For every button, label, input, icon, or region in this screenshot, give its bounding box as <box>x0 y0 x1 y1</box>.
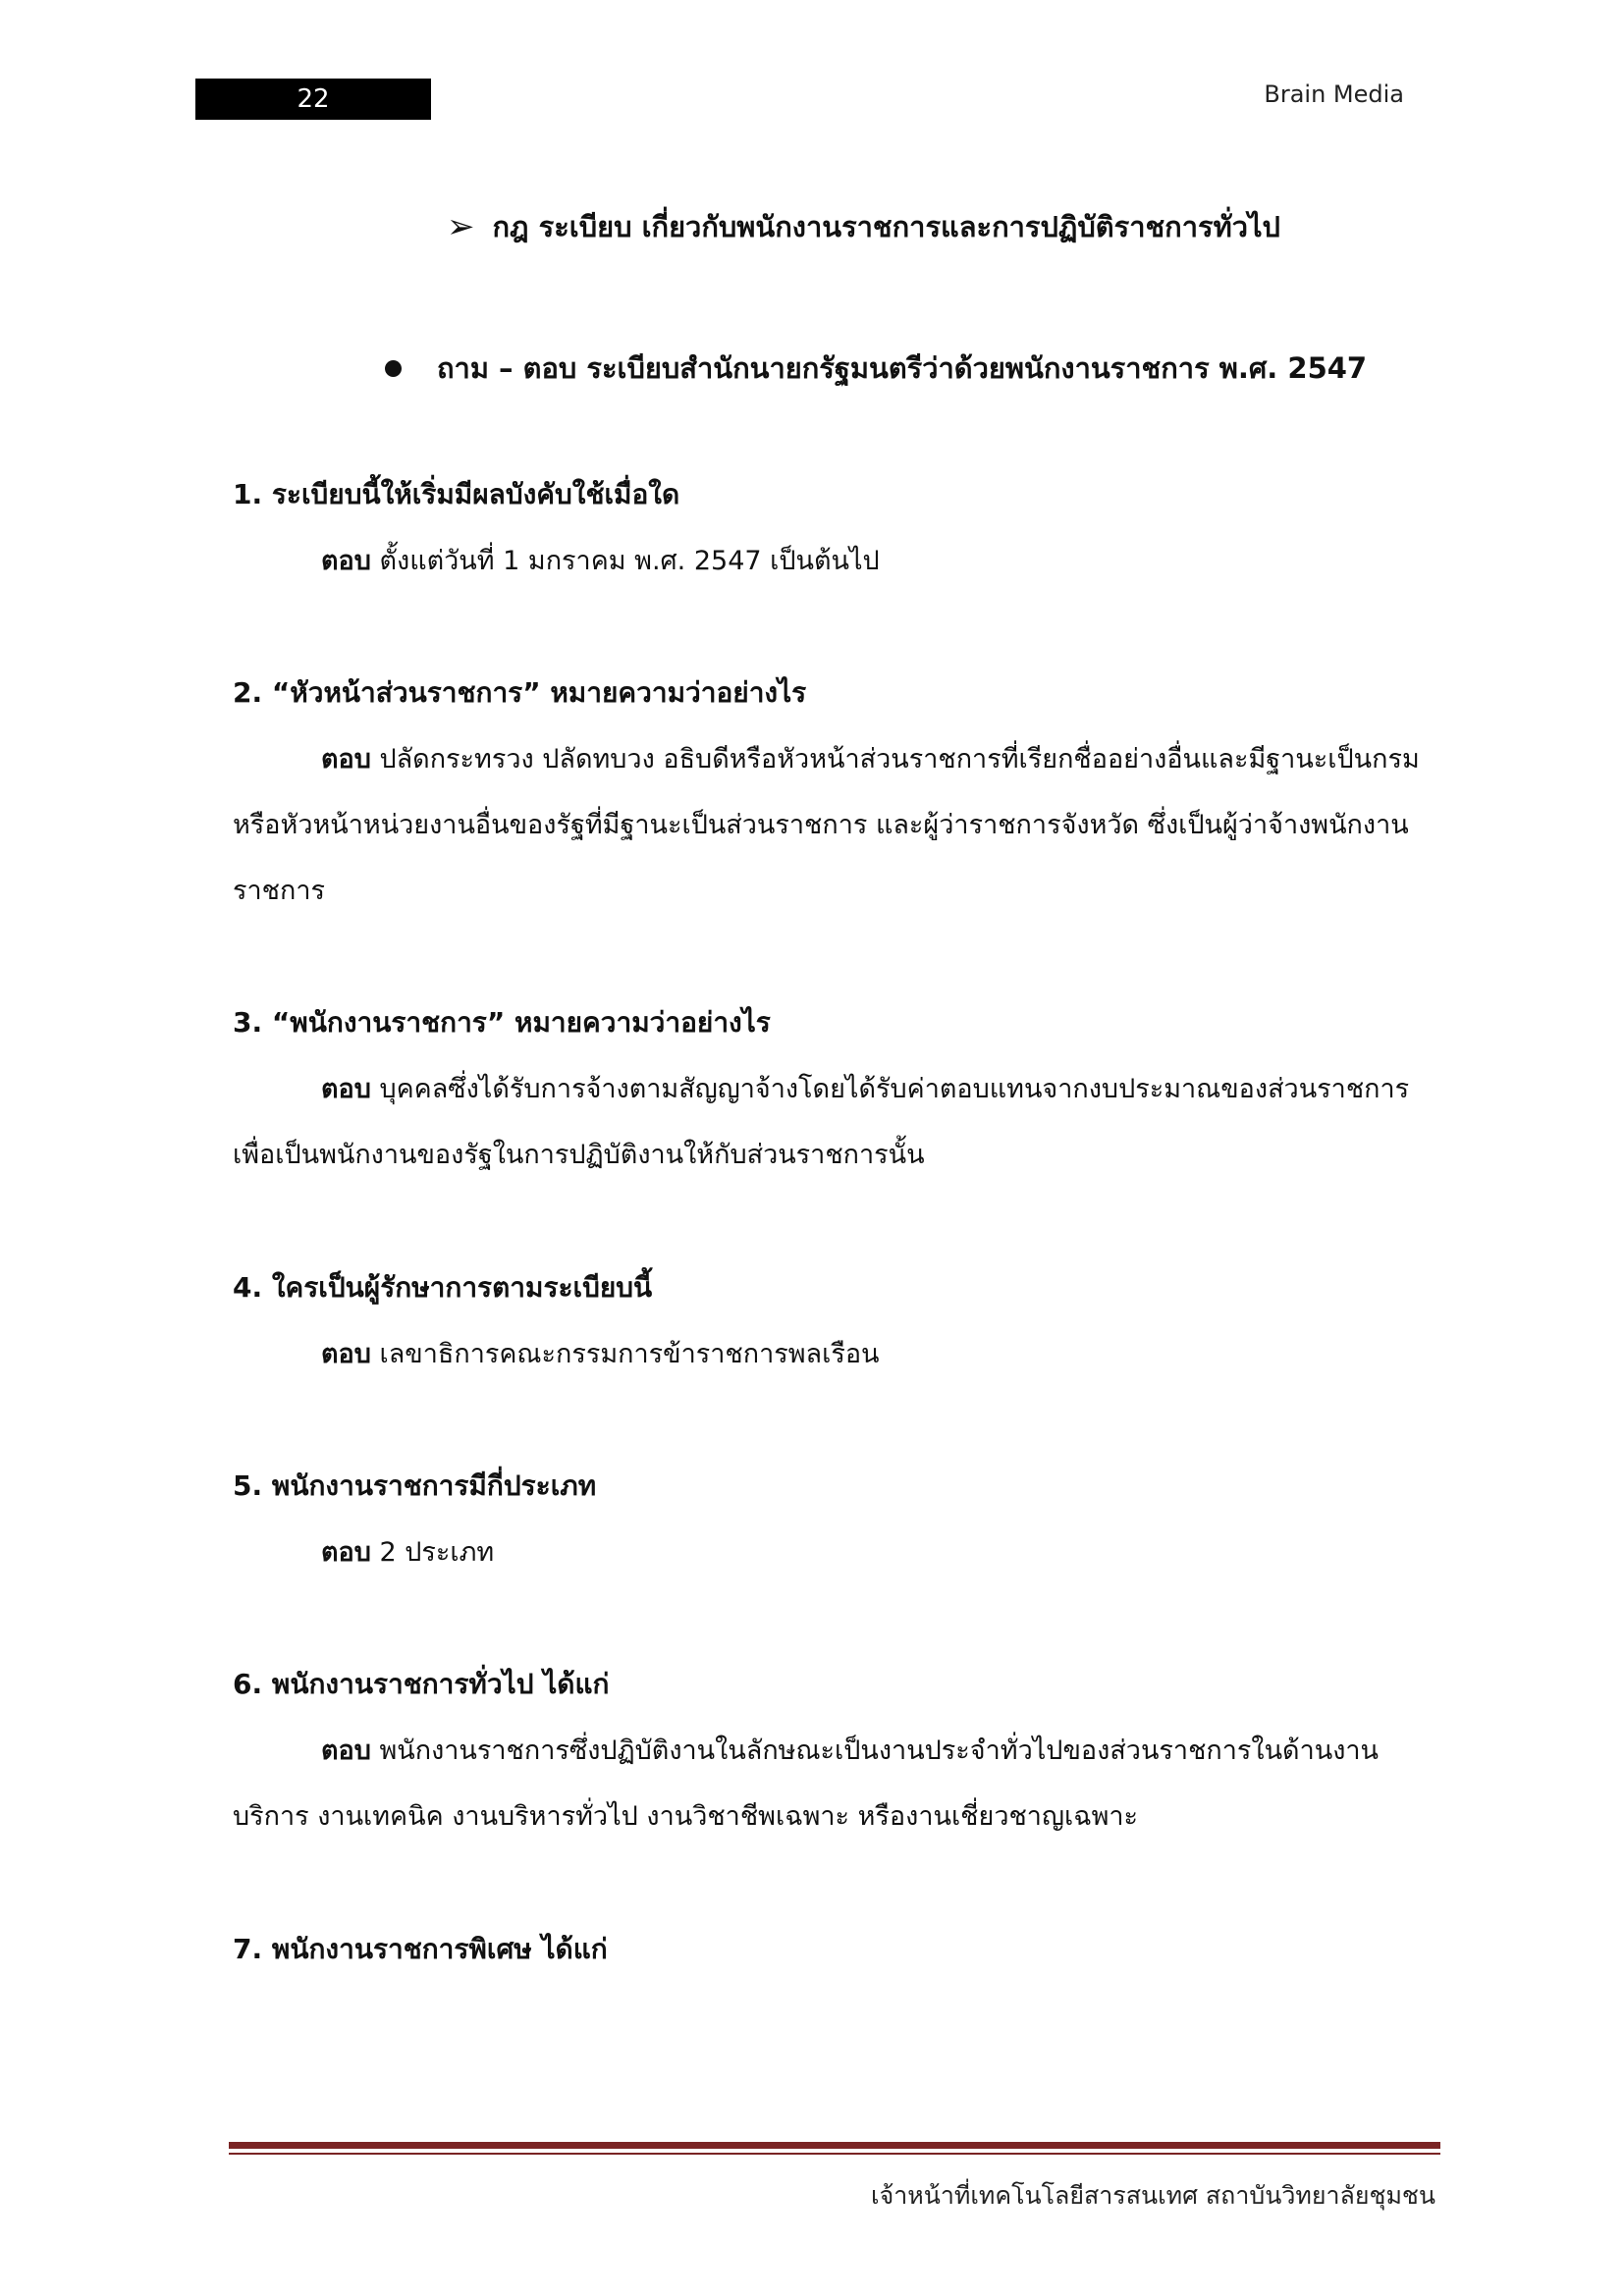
question: 6. พนักงานราชการทั่วไป ได้แก่ <box>233 1668 610 1700</box>
answer <box>233 1520 1421 1585</box>
page-number: 22 <box>297 84 330 114</box>
question: 2. “หัวหน้าส่วนราชการ” หมายความว่าอย่างไร <box>233 676 807 709</box>
qa-item-1 <box>233 475 1421 594</box>
qa-item-4 <box>233 1268 1421 1387</box>
question: 4. ใครเป็นผู้รักษาการตามระเบียบนี้ <box>233 1271 653 1304</box>
round-bullet-icon <box>385 360 402 377</box>
question: 5. พนักงานราชการมีกี่ประเภท <box>233 1469 597 1502</box>
page-number-box <box>195 79 431 120</box>
answer-label: ตอบ <box>321 1537 371 1568</box>
question: 3. “พนักงานราชการ” หมายความว่าอย่างไร <box>233 1006 771 1039</box>
qa-item-5 <box>233 1467 1421 1585</box>
question: 7. พนักงานราชการพิเศษ ได้แก่ <box>233 1933 608 1965</box>
footer-rule-thick <box>229 2142 1440 2149</box>
answer-label: ตอบ <box>321 1735 371 1766</box>
answer-label: ตอบ <box>321 744 371 774</box>
question: 1. ระเบียบนี้ให้เริ่มมีผลบังคับใช้เมื่อใด <box>233 478 680 510</box>
qa-item-3 <box>233 1003 1421 1188</box>
answer-label: ตอบ <box>321 546 371 576</box>
answer-text: ตั้งแต่วันที่ 1 มกราคม พ.ศ. 2547 เป็นต้นไป <box>379 546 880 576</box>
answer-text: เลขาธิการคณะกรรมการข้าราชการพลเรือน <box>379 1339 880 1369</box>
answer <box>233 1056 1421 1188</box>
answer <box>233 1718 1421 1849</box>
answer <box>233 1321 1421 1387</box>
answer-text: บุคคลซึ่งได้รับการจ้างตามสัญญาจ้างโดยได้รับค่าตอบแทนจากงบประมาณของส่วนราชการเพื่อเป็นพนักงานของรัฐในการปฏิบัติงานให้กับส่วนราชการนั้น <box>233 1074 1410 1170</box>
qa-item-6 <box>233 1665 1421 1849</box>
qa-item-7 <box>233 1930 1421 1969</box>
subsection-title-text: ถาม – ตอบ ระเบียบสำนักนายกรัฐมนตรีว่าด้วยพนักงานราชการ พ.ศ. 2547 <box>437 351 1368 385</box>
answer-label: ตอบ <box>321 1339 371 1369</box>
footer-text: เจ้าหน้าที่เทคโนโลยีสารสนเทศ สถาบันวิทยาลัยชุมชน <box>871 2181 1435 2210</box>
section-title <box>447 204 1280 249</box>
section-title-text: กฎ ระเบียบ เกี่ยวกับพนักงานราชการและการปฏิบัติราชการทั่วไป <box>492 210 1280 243</box>
answer-text: พนักงานราชการซึ่งปฏิบัติงานในลักษณะเป็นงานประจำทั่วไปของส่วนราชการในด้านงานบริการ งานเทคนิค งานบริหารทั่วไป งานวิชาชีพเฉพาะ หรืองานเชี่ยวชาญเฉพาะ <box>233 1735 1379 1832</box>
answer-text: ปลัดกระทรวง ปลัดทบวง อธิบดีหรือหัวหน้าส่วนราชการที่เรียกชื่ออย่างอื่นและมีฐานะเป็นกรม หรือหัวหน้าหน่วยงานอื่นของรัฐที่มีฐานะเป็นส่วนราชการ และผู้ว่าราชการจังหวัด ซึ่งเป็นผู้ว่าจ้างพนักงานราชการ <box>233 744 1420 906</box>
footer-rule-thin <box>229 2153 1440 2155</box>
answer-text: 2 ประเภท <box>379 1537 495 1568</box>
answer <box>233 528 1421 594</box>
answer <box>233 726 1421 924</box>
arrow-bullet-icon: ➢ <box>447 207 475 246</box>
subsection-title <box>385 346 1367 391</box>
publisher-name: Brain Media <box>1264 80 1404 108</box>
answer-label: ตอบ <box>321 1074 371 1104</box>
qa-item-2 <box>233 673 1421 924</box>
